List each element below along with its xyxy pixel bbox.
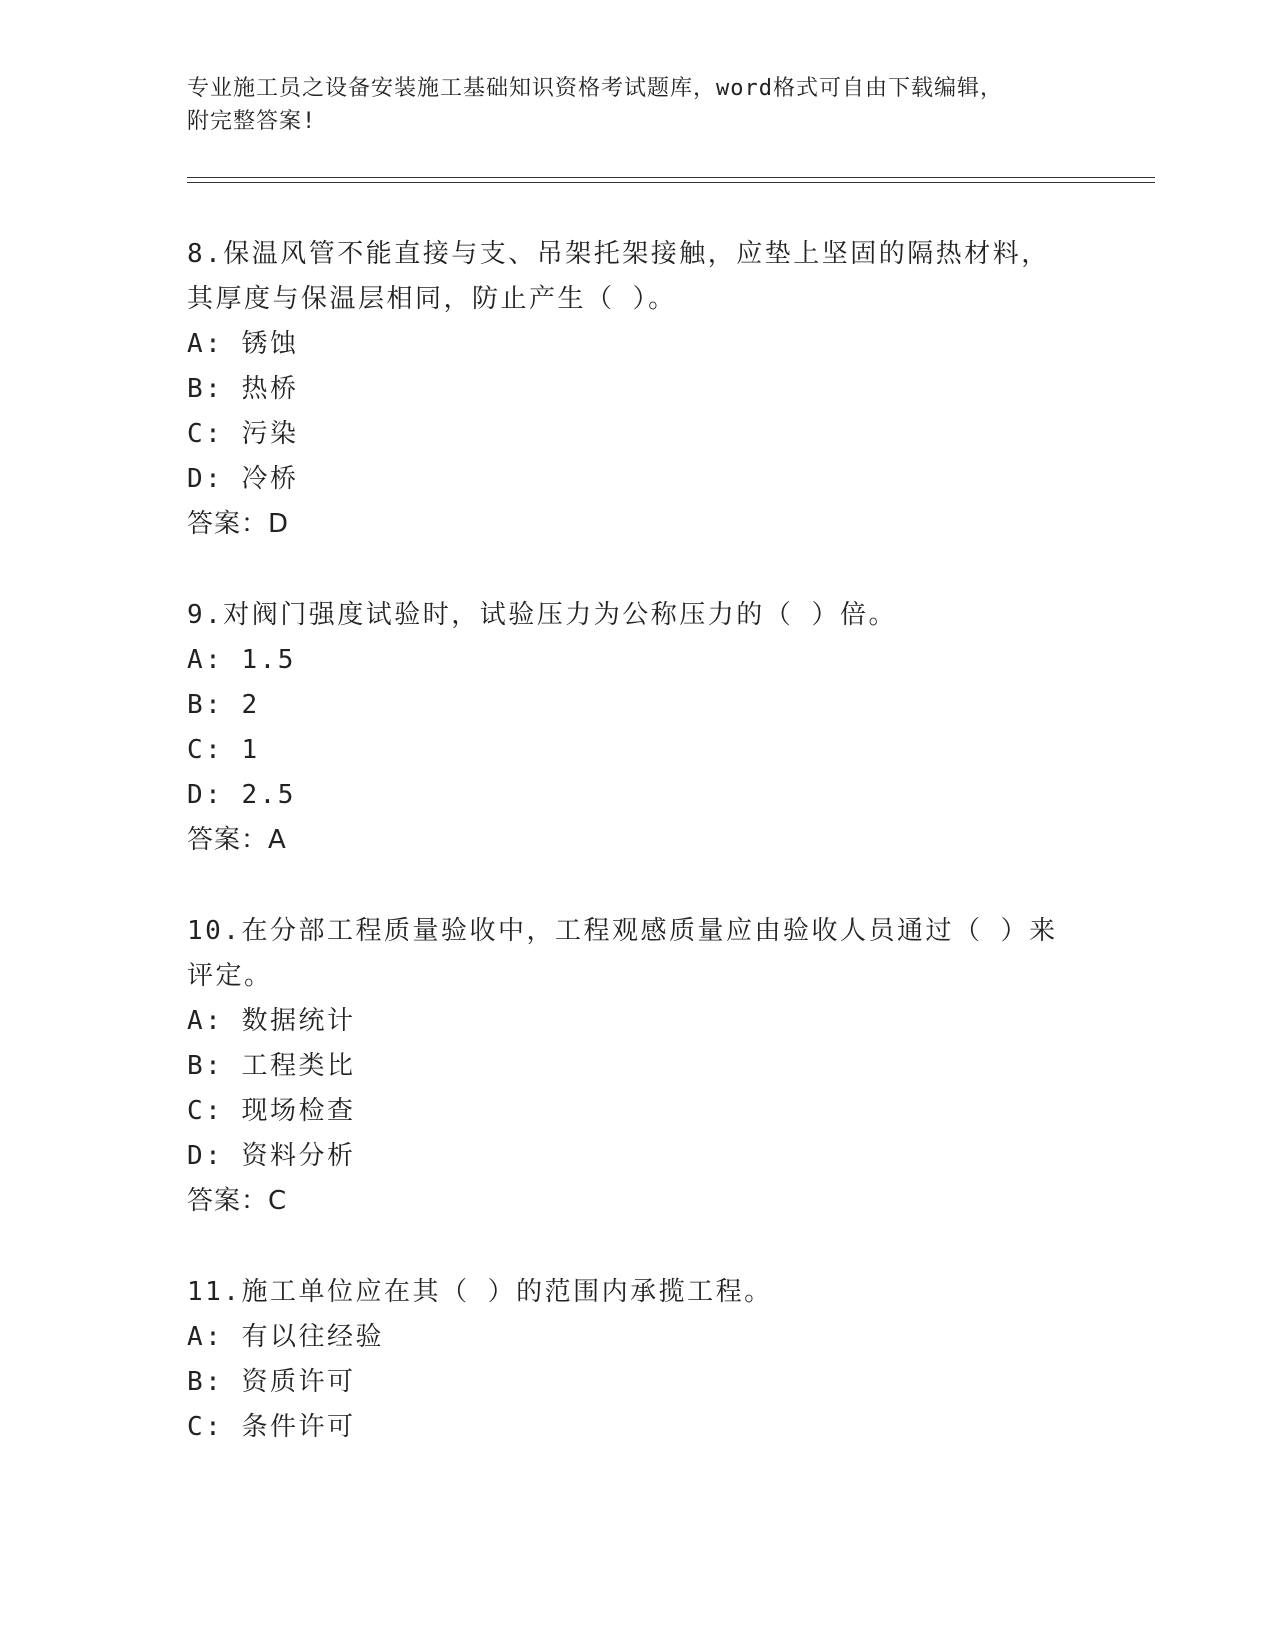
question-text-line: 其厚度与保温层相同，防止产生（ ）。 <box>187 284 677 314</box>
question-text <box>187 1270 1087 1315</box>
question-text-line: 10.在分部工程质量验收中，工程观感质量应由验收人员通过（ ）来 <box>187 916 1058 946</box>
option-c: C: 条件许可 <box>187 1412 356 1442</box>
header-divider-bottom <box>187 182 1155 183</box>
answer: 答案：D <box>187 509 290 539</box>
header-line-2: 附完整答案! <box>187 109 317 134</box>
option-c: C: 污染 <box>187 419 299 449</box>
option-a: A: 数据统计 <box>187 1006 356 1036</box>
question-text-line: 评定。 <box>187 961 273 991</box>
question-text-line: 8.保温风管不能直接与支、吊架托架接触，应垫上坚固的隔热材料， <box>187 239 1050 269</box>
question-9 <box>187 593 1087 863</box>
option-b: B: 热桥 <box>187 374 299 404</box>
question-text-line: 11.施工单位应在其（ ）的范围内承揽工程。 <box>187 1277 773 1307</box>
option-c: C: 1 <box>187 735 260 765</box>
document-header <box>187 72 1067 138</box>
header-divider-top <box>187 177 1155 178</box>
question-8 <box>187 232 1087 547</box>
question-text-line: 9.对阀门强度试验时，试验压力为公称压力的（ ）倍。 <box>187 600 897 630</box>
option-d: D: 冷桥 <box>187 464 299 494</box>
option-b: B: 工程类比 <box>187 1051 356 1081</box>
question-text <box>187 909 1087 999</box>
question-text <box>187 232 1087 322</box>
question-text <box>187 593 1087 638</box>
option-b: B: 2 <box>187 690 260 720</box>
option-b: B: 资质许可 <box>187 1367 356 1397</box>
answer: 答案：C <box>187 1186 288 1216</box>
option-d: D: 资料分析 <box>187 1141 356 1171</box>
option-c: C: 现场检查 <box>187 1096 356 1126</box>
option-a: A: 有以往经验 <box>187 1322 384 1352</box>
option-a: A: 1.5 <box>187 645 296 675</box>
option-d: D: 2.5 <box>187 780 296 810</box>
answer: 答案：A <box>187 825 287 855</box>
option-a: A: 锈蚀 <box>187 329 299 359</box>
header-line-1: 专业施工员之设备安装施工基础知识资格考试题库，word格式可自由下载编辑， <box>187 76 1003 101</box>
question-11 <box>187 1270 1087 1450</box>
question-list <box>187 232 1087 1496</box>
question-10 <box>187 909 1087 1224</box>
